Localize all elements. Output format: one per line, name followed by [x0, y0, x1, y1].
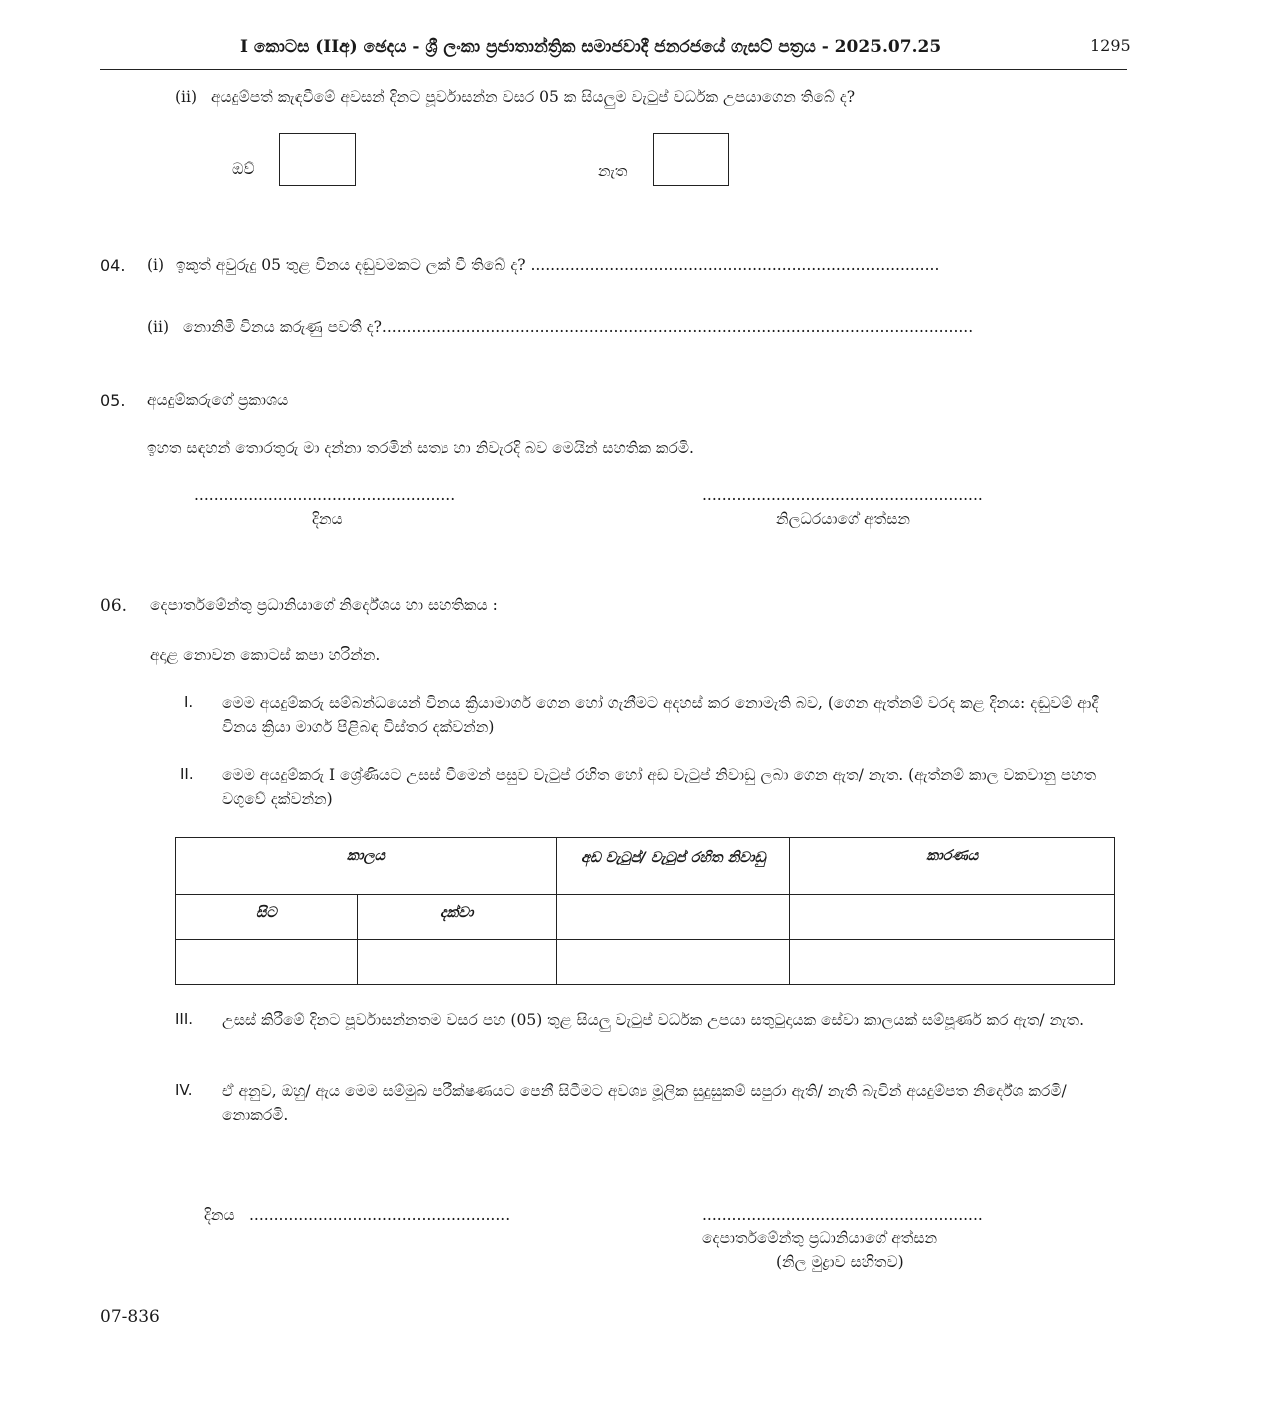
- q3-ii-label: (ii): [175, 88, 198, 106]
- period-header: කාලය: [176, 838, 557, 895]
- table-cell[interactable]: [357, 940, 556, 985]
- dept-date-dotted-line[interactable]: .....................................................: [249, 1206, 511, 1224]
- q4-ii-question[interactable]: නොනිමි විනය කරුණු පවතී ද?........................................................................................................................: [183, 318, 974, 336]
- dept-signature-dotted-line[interactable]: .........................................................: [702, 1206, 983, 1224]
- leave-period-table: [175, 837, 1115, 985]
- yes-label: ඔව්: [232, 160, 255, 178]
- q4-i-question[interactable]: ඉකුත් අවුරුදු 05 තුළ විනය දඬුවමකට ලක් වී තිබේ ද? ...................................................................................: [176, 256, 940, 274]
- date-caption: දිනය: [312, 510, 343, 528]
- table-cell[interactable]: [556, 940, 790, 985]
- date-dotted-line[interactable]: .....................................................: [194, 486, 456, 504]
- dept-head-signature-caption: දෙපාර්තමේන්තු ප්‍රධානියාගේ අත්සන: [702, 1229, 938, 1247]
- item-text: මෙම අයදුම්කරු සම්බන්ධයෙන් විනය ක්‍රියාමාර්ග ගෙන හෝ ගැනීමට අදහස් කර නොමැති බව, (ගෙන ඇත්නම් වරද කළ දිනය: දඬුවම් ආදී විනය ක්‍රියා මාර්ග පිළිබඳ විස්තර දක්වන්න): [222, 694, 1099, 736]
- no-label: නැත: [598, 162, 628, 180]
- q6-title: දෙපාර්තමේන්තු ප්‍රධානියාගේ නිර්දේශය හා සහතිකය :: [150, 596, 498, 614]
- item-numeral: III.: [175, 1010, 194, 1028]
- header-rule: [100, 69, 1127, 70]
- officer-signature-caption: නිලධරයාගේ අත්සන: [776, 510, 910, 528]
- table-cell[interactable]: [556, 895, 790, 940]
- q4-i-label: (i): [147, 256, 165, 274]
- item-numeral: IV.: [175, 1081, 193, 1099]
- q5-number: 05.: [100, 391, 126, 410]
- item-numeral: I.: [184, 693, 194, 711]
- q4-ii-label: (ii): [147, 318, 170, 336]
- from-header: සිට: [176, 895, 358, 940]
- dept-date-label: දිනය: [204, 1206, 235, 1224]
- item-text: ඒ අනුව, ඔහු/ ඇය මෙම සම්මුඛ පරීක්ෂණයට පෙනී සිටීමට අවශ්‍ය මූලික සුදුසුකම් සපුරා ඇති/ නැති බැවින් අයදුම්පත නිර්දේශ කරමි/ නොකරමි.: [222, 1082, 1067, 1124]
- reason-header: කාරණය: [790, 838, 1115, 895]
- q3-ii-question: අයදුම්පත් කැඳවීමේ අවසන් දිනට පූර්වාසන්න වසර 05 ක සියලුම වැටුප් වර්ධක උපයාගෙන තිබේ ද?: [211, 88, 856, 106]
- q6-number: 06.: [100, 596, 128, 616]
- q6-instruction: අදාළ නොවන කොටස් කපා හරින්න.: [150, 646, 381, 664]
- item-text: මෙම අයදුම්කරු I ශ්‍රේණියට උසස් වීමෙන් පසුව වැටුප් රහිත හෝ අඩ වැටුප් නිවාඩු ලබා ගෙන ඇත/ නැත. (ඇත්නම් කාල වකවානු පහත වගුවේ දක්වන්න): [222, 766, 1097, 808]
- table-cell[interactable]: [790, 895, 1115, 940]
- gazette-header-title: I කොටස (IIඅ) ඡෙදය - ශ්‍රී ලංකා ප්‍රජාතාන්ත්‍රික සමාජවාදී ජනරජයේ ගැසට් පත්‍රය - 2025.07.25: [240, 37, 942, 57]
- yes-checkbox[interactable]: [279, 133, 356, 186]
- signature-dotted-line[interactable]: .........................................................: [702, 486, 983, 504]
- table-cell[interactable]: [176, 940, 358, 985]
- to-header: දක්වා: [357, 895, 556, 940]
- q5-declaration: ඉහත සඳහන් තොරතුරු මා දන්නා තරමින් සත්‍ය හා නිවැරදි බව මෙයින් සහතික කරමි.: [147, 439, 694, 457]
- q5-title: අයදුම්කරුගේ ප්‍රකාශය: [147, 391, 289, 409]
- leave-type-header: අඩ වැටුප්/ වැටුප් රහිත නිවාඩු: [556, 838, 790, 895]
- item-text: උසස් කිරීමේ දිනට පූර්වාසන්නතම වසර පහ (05) තුළ සියලු වැටුප් වර්ධක උපයා සතුටුදායක සේවා කාලයක් සම්පූර්ණ කර ඇත/ නැත.: [222, 1011, 1085, 1029]
- page-number: 1295: [1090, 36, 1131, 55]
- seal-note: (නිල මුද්‍රාව සහිතව): [776, 1253, 904, 1271]
- document-code: 07-836: [100, 1307, 160, 1327]
- item-numeral: II.: [180, 765, 194, 783]
- q4-number: 04.: [100, 256, 126, 275]
- no-checkbox[interactable]: [653, 133, 729, 186]
- table-cell[interactable]: [790, 940, 1115, 985]
